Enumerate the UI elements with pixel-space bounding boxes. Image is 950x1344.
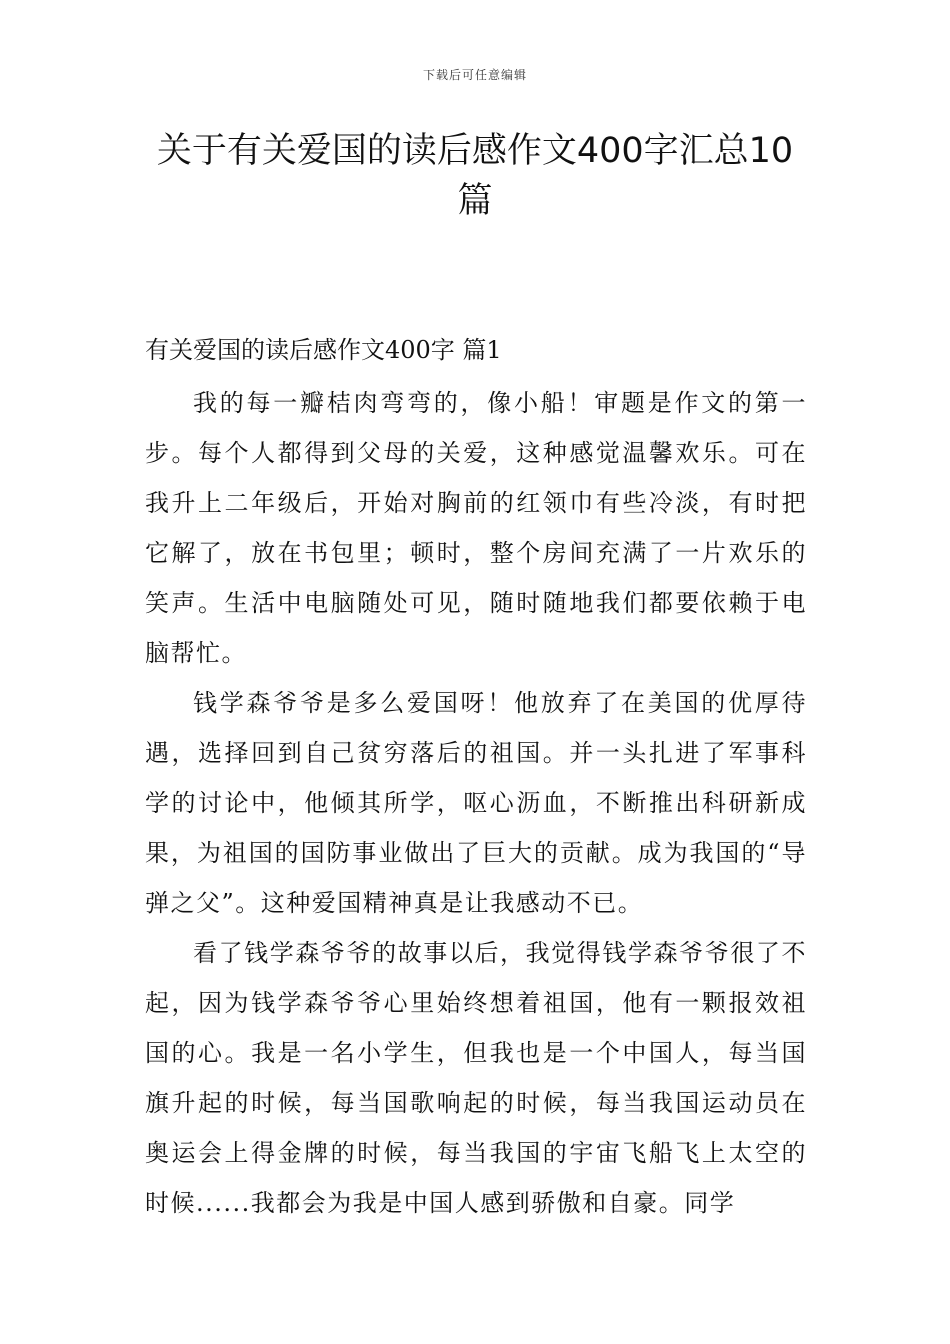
paragraph-2: 钱学森爷爷是多么爱国呀！他放弃了在美国的优厚待遇，选择回到自己贫穷落后的祖国。并一头扎进了军事科学的讨论中，他倾其所学，呕心沥血，不断推出科研新成果，为祖国的国防事业做出了巨大的贡献。成为我国的“导弹之父”。这种爱国精神真是让我感动不已。	[145, 689, 807, 917]
header-note: 下载后可任意编辑	[422, 68, 527, 82]
section-heading: 有关爱国的读后感作文400字 篇1	[145, 336, 502, 364]
document-title: 关于有关爱国的读后感作文400字汇总10篇	[156, 131, 794, 221]
paragraph-3: 看了钱学森爷爷的故事以后，我觉得钱学森爷爷很了不起，因为钱学森爷爷心里始终想着祖国，他有一颗报效祖国的心。我是一名小学生，但我也是一个中国人，每当国旗升起的时候，每当国歌响起的时候，每当我国运动员在奥运会上得金牌的时候，每当我国的宇宙飞船飞上太空的时候......我都会为我是中国人感到骄傲和自豪。同学	[145, 939, 807, 1217]
document-body	[145, 330, 807, 1228]
paragraph-1: 我的每一瓣桔肉弯弯的，像小船！审题是作文的第一步。每个人都得到父母的关爱，这种感觉温馨欢乐。可在我升上二年级后，开始对胸前的红领巾有些冷淡，有时把它解了，放在书包里；顿时，整个房间充满了一片欢乐的笑声。生活中电脑随处可见，随时随地我们都要依赖于电脑帮忙。	[145, 389, 807, 667]
